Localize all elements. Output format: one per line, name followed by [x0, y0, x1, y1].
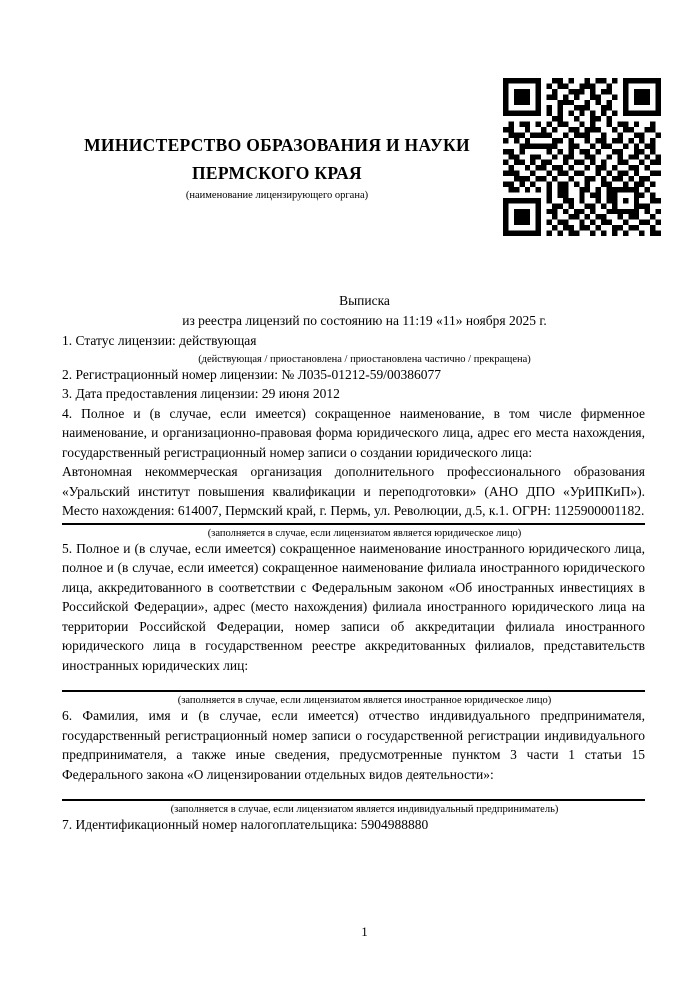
legal-entity-field-underline: [62, 523, 645, 525]
page-number: 1: [361, 924, 368, 939]
issuing-authority-name-line2: ПЕРМСКОГО КРАЯ: [192, 163, 362, 183]
taxpayer-id-item: 7. Идентификационный номер налогоплательщика: 5904988880: [62, 817, 429, 832]
issuing-authority-name: [62, 131, 492, 187]
entrepreneur-blank-field-line: [62, 799, 645, 801]
legal-entity-item-value: Автономная некоммерческая организация дополнительного профессионального образования «Уральский институт повышения квалификации и переподготовки» (АНО ДПО «УрИПКиП»). Место нахождения: 614007, Пермский край, г. Пермь, ул. Революции, д.5, к.1. ОГРН: 1125900001182.: [62, 464, 645, 518]
legal-entity-item-text: 4. Полное и (в случае, если имеется) сокращенное наименование, в том числе фирменное наименование, и организационно-правовая форма юридического лица, адрес его места нахождения, государственный регистрационный номер записи о создании юридического лица:: [62, 405, 645, 460]
entrepreneur-caption: (заполняется в случае, если лицензиатом является индивидуальный предприниматель): [170, 804, 559, 815]
entrepreneur-item-text: 6. Фамилия, имя и (в случае, если имеется) отчество индивидуального предпринимателя, государственный регистрационный номер записи о государственной регистрации индивидуального предпринимателя, а также иные сведения, предусмотренные пунктом 3 части 1 статьи 15 Федерального закона «О лицензировании отдельных видов деятельности»:: [62, 708, 645, 782]
license-status-item: 1. Статус лицензии: действующая: [62, 333, 257, 348]
document-title: Выписка: [339, 293, 390, 308]
grant-date-item: 3. Дата предоставления лицензии: 29 июня 2012: [62, 386, 340, 401]
legal-entity-caption: (заполняется в случае, если лицензиатом является юридическое лицо): [207, 527, 522, 539]
document-title-block: [62, 291, 645, 331]
foreign-entity-item-text: 5. Полное и (в случае, если имеется) сокращенное наименование иностранного юридического лица, полное и (в случае, если имеется) сокращенное наименование филиала иностранного юридического лица, аккредитованного в соответствии с Федеральным законом «Об иностранных инвестициях в Российской Федерации», адрес (место нахождения) филиала иностранного юридического лица на территории Российской Федерации, номер записи об аккредитации филиала иностранного юридического лица в государственном реестре аккредитованных филиалов, представительств иностранных юридических лиц:: [62, 540, 645, 673]
document-subtitle: из реестра лицензий по состоянию на 11:19 «11» ноября 2025 г.: [182, 313, 547, 328]
foreign-entity-caption: (заполняется в случае, если лицензиатом является иностранное юридическое лицо): [177, 695, 552, 706]
license-status-caption: (действующая / приостановлена / приостановлена частично / прекращена): [198, 353, 531, 365]
foreign-entity-blank-field-line: [62, 690, 645, 692]
registration-number-item: 2. Регистрационный номер лицензии: № Л035-01212-59/00386077: [62, 366, 442, 382]
document-body: [62, 0, 645, 835]
issuing-authority-caption: (наименование лицензирующего органа): [185, 190, 369, 201]
issuing-authority-name-line1: МИНИСТЕРСТВО ОБРАЗОВАНИЯ И НАУКИ: [84, 135, 470, 155]
